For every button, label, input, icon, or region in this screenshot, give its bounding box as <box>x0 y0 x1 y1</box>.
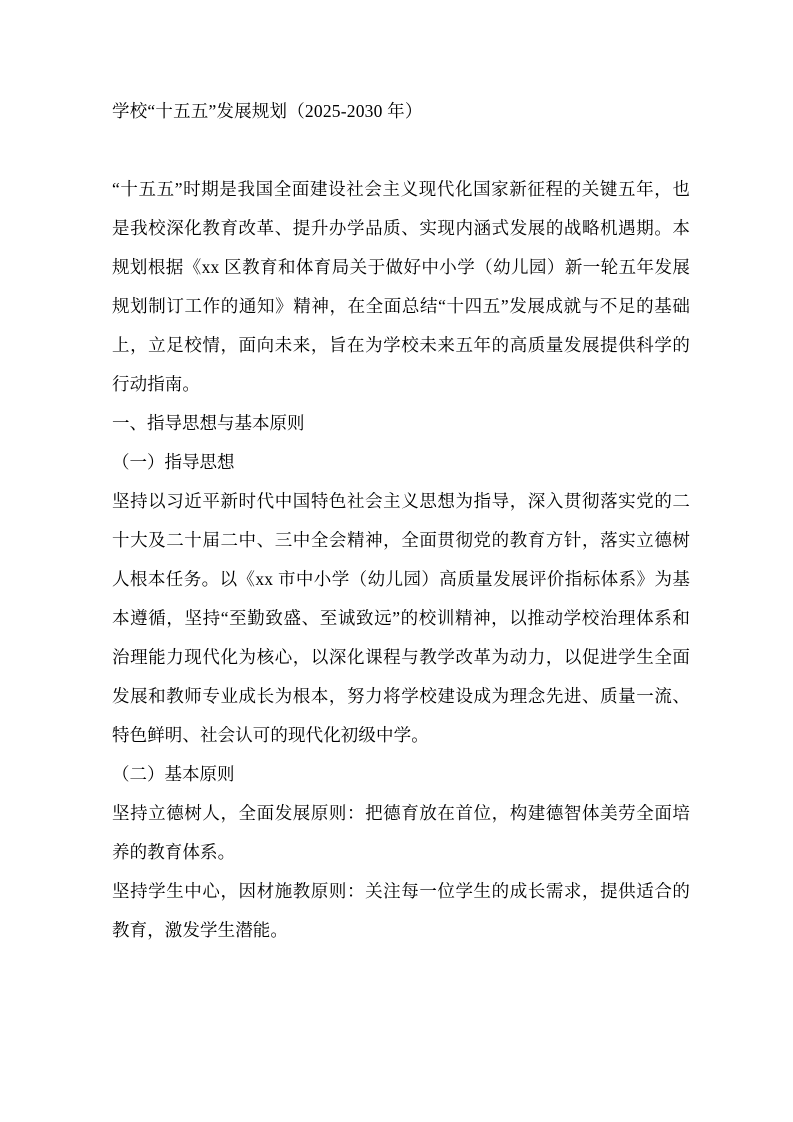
principle-1-paragraph: 坚持立德树人，全面发展原则：把德育放在首位，构建德智体美劳全面培养的教育体系。 <box>112 803 690 862</box>
principle-2-paragraph: 坚持学生中心，因材施教原则：关注每一位学生的成长需求，提供适合的教育，激发学生潜能。 <box>112 881 690 940</box>
section-heading-1: 一、指导思想与基本原则 <box>112 413 305 433</box>
subsection-heading-1-1: （一）指导思想 <box>112 452 235 472</box>
document-body <box>112 96 690 950</box>
subsection-heading-1-2: （二）基本原则 <box>112 764 235 784</box>
guiding-thought-paragraph: 坚持以习近平新时代中国特色社会主义思想为指导，深入贯彻落实党的二十大及二十届二中、三中全会精神，全面贯彻党的教育方针，落实立德树人根本任务。以《xx 市中小学（幼儿园）高质量发展评价指标体系》为基本遵循，坚持“至勤致盛、至诚致远”的校训精神，以推动学校治理体系和治理能力现代化为核心，以深化课程与教学改革为动力，以促进学生全面发展和教师专业成长为根本，努力将学校建设成为理念先进、质量一流、特色鲜明、社会认可的现代化初级中学。 <box>112 491 690 745</box>
title-spacer <box>112 126 690 170</box>
intro-paragraph: “十五五”时期是我国全面建设社会主义现代化国家新征程的关键五年，也是我校深化教育改革、提升办学品质、实现内涵式发展的战略机遇期。本规划根据《xx 区教育和体育局关于做好中小学（幼儿园）新一轮五年发展规划制订工作的通知》精神，在全面总结“十四五”发展成就与不足的基础上，立足校情，面向未来，旨在为学校未来五年的高质量发展提供科学的行动指南。 <box>112 179 690 394</box>
page-title: 学校“十五五”发展规划（2025-2030 年） <box>112 101 423 121</box>
